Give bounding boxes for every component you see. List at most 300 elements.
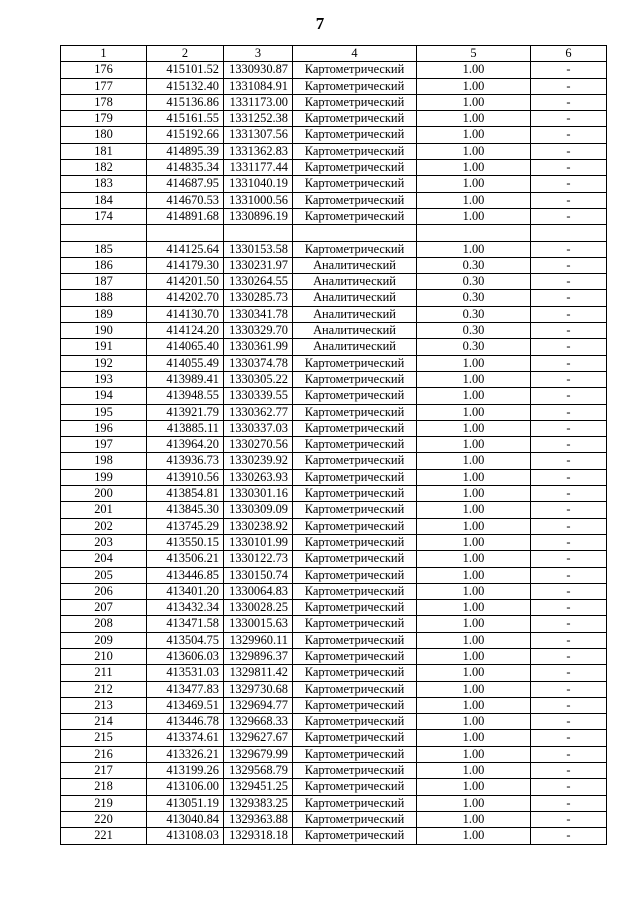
table-cell: 413108.03	[147, 828, 224, 844]
table-cell: 213	[61, 697, 147, 713]
table-cell: Картометрический	[293, 486, 417, 502]
table-cell: 1330153.58	[224, 241, 293, 257]
table-cell: 1330150.74	[224, 567, 293, 583]
table-cell: Картометрический	[293, 127, 417, 143]
table-cell: -	[531, 257, 607, 273]
empty-cell	[147, 225, 224, 241]
table-cell: 1330263.93	[224, 469, 293, 485]
table-cell: 413446.85	[147, 567, 224, 583]
table-row	[61, 420, 607, 436]
table-cell: 1.00	[417, 779, 531, 795]
table-cell: 415132.40	[147, 78, 224, 94]
table-cell: Картометрический	[293, 420, 417, 436]
table-cell: 413989.41	[147, 371, 224, 387]
table-row	[61, 111, 607, 127]
table-cell: 1330301.16	[224, 486, 293, 502]
table-cell: Картометрический	[293, 600, 417, 616]
table-cell: Картометрический	[293, 648, 417, 664]
table-cell: 413374.61	[147, 730, 224, 746]
table-cell: 1.00	[417, 681, 531, 697]
table-cell: Картометрический	[293, 746, 417, 762]
table-cell: 201	[61, 502, 147, 518]
table-cell: -	[531, 551, 607, 567]
table-cell: -	[531, 632, 607, 648]
table-cell: 413854.81	[147, 486, 224, 502]
table-cell: 177	[61, 78, 147, 94]
table-cell: 1.00	[417, 746, 531, 762]
table-cell: Картометрический	[293, 714, 417, 730]
group-separator-row	[61, 225, 607, 241]
table-row	[61, 534, 607, 550]
table-cell: 1.00	[417, 534, 531, 550]
table-cell: 1329451.25	[224, 779, 293, 795]
table-cell: 1330264.55	[224, 274, 293, 290]
table-cell: -	[531, 420, 607, 436]
table-cell: 192	[61, 355, 147, 371]
table-cell: 219	[61, 795, 147, 811]
table-cell: Аналитический	[293, 306, 417, 322]
table-row	[61, 714, 607, 730]
table-cell: 184	[61, 192, 147, 208]
table-cell: 0.30	[417, 290, 531, 306]
table-cell: Картометрический	[293, 437, 417, 453]
table-cell: 1329627.67	[224, 730, 293, 746]
table-cell: 1330028.25	[224, 600, 293, 616]
table-cell: 1331173.00	[224, 94, 293, 110]
table-cell: Картометрический	[293, 371, 417, 387]
table-cell: 1331252.38	[224, 111, 293, 127]
table-cell: Картометрический	[293, 730, 417, 746]
table-cell: 214	[61, 714, 147, 730]
table-row	[61, 828, 607, 844]
table-cell: 180	[61, 127, 147, 143]
table-cell: 1330374.78	[224, 355, 293, 371]
table-cell: 1.00	[417, 62, 531, 78]
table-cell: 1329960.11	[224, 632, 293, 648]
table-cell: -	[531, 648, 607, 664]
table-cell: 212	[61, 681, 147, 697]
table-cell: 1.00	[417, 469, 531, 485]
table-row	[61, 62, 607, 78]
table-cell: -	[531, 567, 607, 583]
table-cell: -	[531, 274, 607, 290]
header-row	[61, 46, 607, 62]
table-cell: 1331084.91	[224, 78, 293, 94]
table-cell: 217	[61, 763, 147, 779]
table-cell: 196	[61, 420, 147, 436]
table-cell: 1329679.99	[224, 746, 293, 762]
table-row	[61, 763, 607, 779]
table-cell: Картометрический	[293, 453, 417, 469]
table-cell: 1.00	[417, 192, 531, 208]
table-cell: 1331000.56	[224, 192, 293, 208]
table-cell: 190	[61, 323, 147, 339]
table-cell: 0.30	[417, 323, 531, 339]
table-cell: Картометрический	[293, 551, 417, 567]
table-cell: 1329730.68	[224, 681, 293, 697]
table-cell: Картометрический	[293, 795, 417, 811]
table-cell: -	[531, 339, 607, 355]
table-cell: -	[531, 616, 607, 632]
table-cell: Картометрический	[293, 502, 417, 518]
table-cell: -	[531, 404, 607, 420]
header-cell: 5	[417, 46, 531, 62]
table-cell: 1329668.33	[224, 714, 293, 730]
empty-cell	[417, 225, 531, 241]
table-cell: 186	[61, 257, 147, 273]
table-cell: 209	[61, 632, 147, 648]
table-cell: 415192.66	[147, 127, 224, 143]
table-cell: Картометрический	[293, 583, 417, 599]
table-cell: Картометрический	[293, 94, 417, 110]
table-row	[61, 127, 607, 143]
table-cell: -	[531, 714, 607, 730]
page-number: 7	[315, 14, 325, 33]
table-cell: -	[531, 697, 607, 713]
table-cell: 1.00	[417, 730, 531, 746]
table-cell: 1331177.44	[224, 160, 293, 176]
table-cell: 206	[61, 583, 147, 599]
table-cell: -	[531, 779, 607, 795]
table-cell: Картометрический	[293, 811, 417, 827]
table-cell: 200	[61, 486, 147, 502]
table-row	[61, 811, 607, 827]
table-cell: 414670.53	[147, 192, 224, 208]
table-row	[61, 78, 607, 94]
table-cell: 413964.20	[147, 437, 224, 453]
table-row	[61, 437, 607, 453]
table-cell: 191	[61, 339, 147, 355]
table-cell: 414687.95	[147, 176, 224, 192]
table-cell: Картометрический	[293, 567, 417, 583]
table-cell: 1.00	[417, 697, 531, 713]
table-cell: 221	[61, 828, 147, 844]
table-cell: -	[531, 176, 607, 192]
table-row	[61, 551, 607, 567]
header-cell: 2	[147, 46, 224, 62]
table-cell: Картометрический	[293, 143, 417, 159]
table-cell: 203	[61, 534, 147, 550]
table-cell: 0.30	[417, 257, 531, 273]
table-row	[61, 453, 607, 469]
table-cell: Картометрический	[293, 763, 417, 779]
table-cell: 1330361.99	[224, 339, 293, 355]
table-cell: 210	[61, 648, 147, 664]
table-cell: 413446.78	[147, 714, 224, 730]
table-cell: 413469.51	[147, 697, 224, 713]
table-cell: 414202.70	[147, 290, 224, 306]
empty-cell	[531, 225, 607, 241]
empty-cell	[61, 225, 147, 241]
table-row	[61, 208, 607, 224]
table-cell: 0.30	[417, 274, 531, 290]
table-cell: 204	[61, 551, 147, 567]
table-cell: 413745.29	[147, 518, 224, 534]
table-cell: 1330362.77	[224, 404, 293, 420]
table-cell: 413477.83	[147, 681, 224, 697]
table-cell: -	[531, 681, 607, 697]
table-cell: -	[531, 828, 607, 844]
table-cell: 415101.52	[147, 62, 224, 78]
table-cell: Картометрический	[293, 404, 417, 420]
table-row	[61, 160, 607, 176]
table-cell: -	[531, 306, 607, 322]
table-row	[61, 306, 607, 322]
header-cell: 1	[61, 46, 147, 62]
table-cell: 0.30	[417, 306, 531, 322]
table-cell: 1.00	[417, 583, 531, 599]
table-row	[61, 323, 607, 339]
table-cell: 1330339.55	[224, 388, 293, 404]
table-cell: 414179.30	[147, 257, 224, 273]
table-cell: 413471.58	[147, 616, 224, 632]
table-cell: 1330122.73	[224, 551, 293, 567]
table-row	[61, 94, 607, 110]
table-row	[61, 746, 607, 762]
table-cell: 1330930.87	[224, 62, 293, 78]
table-cell: 220	[61, 811, 147, 827]
table-cell: 414891.68	[147, 208, 224, 224]
table-row	[61, 697, 607, 713]
table-cell: Картометрический	[293, 534, 417, 550]
table-cell: 1330239.92	[224, 453, 293, 469]
table-row	[61, 632, 607, 648]
table-row	[61, 290, 607, 306]
table-cell: 1.00	[417, 143, 531, 159]
table-cell: 413199.26	[147, 763, 224, 779]
table-cell: 1331307.56	[224, 127, 293, 143]
table-cell: -	[531, 192, 607, 208]
table-cell: 414835.34	[147, 160, 224, 176]
table-cell: 1.00	[417, 486, 531, 502]
table-cell: -	[531, 78, 607, 94]
table-cell: 1.00	[417, 94, 531, 110]
empty-cell	[224, 225, 293, 241]
table-cell: Аналитический	[293, 257, 417, 273]
table-cell: Картометрический	[293, 469, 417, 485]
table-cell: Картометрический	[293, 241, 417, 257]
table-cell: Картометрический	[293, 779, 417, 795]
table-cell: Картометрический	[293, 111, 417, 127]
table-cell: 1.00	[417, 665, 531, 681]
table-cell: 414130.70	[147, 306, 224, 322]
table-cell: 1.00	[417, 241, 531, 257]
table-cell: Картометрический	[293, 828, 417, 844]
table-row	[61, 257, 607, 273]
table-cell: -	[531, 371, 607, 387]
table-cell: 1.00	[417, 420, 531, 436]
table-cell: 414201.50	[147, 274, 224, 290]
table-cell: Аналитический	[293, 274, 417, 290]
table-cell: 413885.11	[147, 420, 224, 436]
table-cell: 1.00	[417, 160, 531, 176]
table-cell: 1.00	[417, 78, 531, 94]
table-cell: -	[531, 111, 607, 127]
table-cell: 1.00	[417, 616, 531, 632]
table-cell: 413531.03	[147, 665, 224, 681]
table-cell: 413432.34	[147, 600, 224, 616]
table-cell: -	[531, 583, 607, 599]
table-cell: 182	[61, 160, 147, 176]
table-row	[61, 600, 607, 616]
coordinates-table	[60, 45, 607, 845]
table-cell: 1329694.77	[224, 697, 293, 713]
table-cell: 188	[61, 290, 147, 306]
table-cell: Картометрический	[293, 78, 417, 94]
table-cell: 202	[61, 518, 147, 534]
table-cell: Картометрический	[293, 616, 417, 632]
table-cell: 1329363.88	[224, 811, 293, 827]
table-cell: 1.00	[417, 388, 531, 404]
table-cell: 1330341.78	[224, 306, 293, 322]
table-cell: -	[531, 486, 607, 502]
table-cell: 1331040.19	[224, 176, 293, 192]
table-cell: 413401.20	[147, 583, 224, 599]
table-row	[61, 583, 607, 599]
table-cell: -	[531, 437, 607, 453]
table-cell: 1.00	[417, 551, 531, 567]
table-cell: Картометрический	[293, 62, 417, 78]
table-cell: 1330238.92	[224, 518, 293, 534]
table-cell: 413921.79	[147, 404, 224, 420]
table-cell: 195	[61, 404, 147, 420]
table-cell: -	[531, 534, 607, 550]
table-cell: 1.00	[417, 795, 531, 811]
table-row	[61, 388, 607, 404]
table-cell: -	[531, 323, 607, 339]
table-cell: 413550.15	[147, 534, 224, 550]
table-row	[61, 274, 607, 290]
table-cell: 413326.21	[147, 746, 224, 762]
table-cell: Аналитический	[293, 323, 417, 339]
table-cell: -	[531, 62, 607, 78]
table-cell: -	[531, 208, 607, 224]
table-cell: 1.00	[417, 632, 531, 648]
table-row	[61, 192, 607, 208]
table-cell: -	[531, 518, 607, 534]
table-cell: 1330896.19	[224, 208, 293, 224]
empty-cell	[293, 225, 417, 241]
table-cell: -	[531, 763, 607, 779]
table-cell: 413948.55	[147, 388, 224, 404]
table-cell: -	[531, 241, 607, 257]
table-cell: 1.00	[417, 371, 531, 387]
table-cell: 414065.40	[147, 339, 224, 355]
table-cell: -	[531, 795, 607, 811]
table-cell: -	[531, 665, 607, 681]
table-cell: -	[531, 290, 607, 306]
table-cell: 413040.84	[147, 811, 224, 827]
table-row	[61, 779, 607, 795]
table-cell: 1.00	[417, 648, 531, 664]
table-cell: Картометрический	[293, 665, 417, 681]
table-cell: 1.00	[417, 811, 531, 827]
table-cell: 1330285.73	[224, 290, 293, 306]
table-cell: 1.00	[417, 355, 531, 371]
table-cell: Аналитический	[293, 339, 417, 355]
table-cell: 413845.30	[147, 502, 224, 518]
table-row	[61, 241, 607, 257]
table-cell: -	[531, 94, 607, 110]
table-cell: 1.00	[417, 176, 531, 192]
table-cell: -	[531, 143, 607, 159]
table-cell: 197	[61, 437, 147, 453]
table-row	[61, 143, 607, 159]
header-cell: 4	[293, 46, 417, 62]
table-cell: 1330329.70	[224, 323, 293, 339]
table-body	[61, 62, 607, 844]
table-cell: 178	[61, 94, 147, 110]
table-cell: 414055.49	[147, 355, 224, 371]
table-cell: -	[531, 453, 607, 469]
table-cell: 1329383.25	[224, 795, 293, 811]
table-row	[61, 616, 607, 632]
table-cell: 1329896.37	[224, 648, 293, 664]
table-cell: 413504.75	[147, 632, 224, 648]
table-cell: -	[531, 355, 607, 371]
table-cell: 181	[61, 143, 147, 159]
table-cell: 1.00	[417, 111, 531, 127]
table-cell: Аналитический	[293, 290, 417, 306]
table-row	[61, 176, 607, 192]
table-cell: 205	[61, 567, 147, 583]
table-cell: 1330270.56	[224, 437, 293, 453]
table-row	[61, 567, 607, 583]
table-cell: 413051.19	[147, 795, 224, 811]
table-cell: 414124.20	[147, 323, 224, 339]
table-cell: 1330337.03	[224, 420, 293, 436]
table-cell: 189	[61, 306, 147, 322]
table-cell: 1331362.83	[224, 143, 293, 159]
table-cell: 1.00	[417, 518, 531, 534]
table-cell: -	[531, 730, 607, 746]
table-cell: 1330231.97	[224, 257, 293, 273]
table-row	[61, 339, 607, 355]
table-cell: 1330064.83	[224, 583, 293, 599]
table-cell: -	[531, 502, 607, 518]
table-cell: Картометрический	[293, 388, 417, 404]
table-cell: 194	[61, 388, 147, 404]
table-cell: Картометрический	[293, 518, 417, 534]
table-cell: 415136.86	[147, 94, 224, 110]
table-cell: 1.00	[417, 600, 531, 616]
table-cell: 1329811.42	[224, 665, 293, 681]
table-cell: -	[531, 388, 607, 404]
table-cell: -	[531, 127, 607, 143]
table-cell: 1.00	[417, 127, 531, 143]
table-cell: -	[531, 811, 607, 827]
table-cell: 1330305.22	[224, 371, 293, 387]
table-cell: 1.00	[417, 208, 531, 224]
table-cell: 413606.03	[147, 648, 224, 664]
table-row	[61, 795, 607, 811]
table-cell: -	[531, 600, 607, 616]
table-cell: 211	[61, 665, 147, 681]
table-cell: 414895.39	[147, 143, 224, 159]
table-cell: Картометрический	[293, 176, 417, 192]
table-cell: Картометрический	[293, 681, 417, 697]
table-cell: 1329318.18	[224, 828, 293, 844]
table-cell: Картометрический	[293, 208, 417, 224]
table-cell: 413910.56	[147, 469, 224, 485]
table-cell: 216	[61, 746, 147, 762]
table-row	[61, 681, 607, 697]
table-cell: 413506.21	[147, 551, 224, 567]
header-cell: 3	[224, 46, 293, 62]
table-cell: 1330309.09	[224, 502, 293, 518]
header-cell: 6	[531, 46, 607, 62]
table-cell: 1.00	[417, 567, 531, 583]
